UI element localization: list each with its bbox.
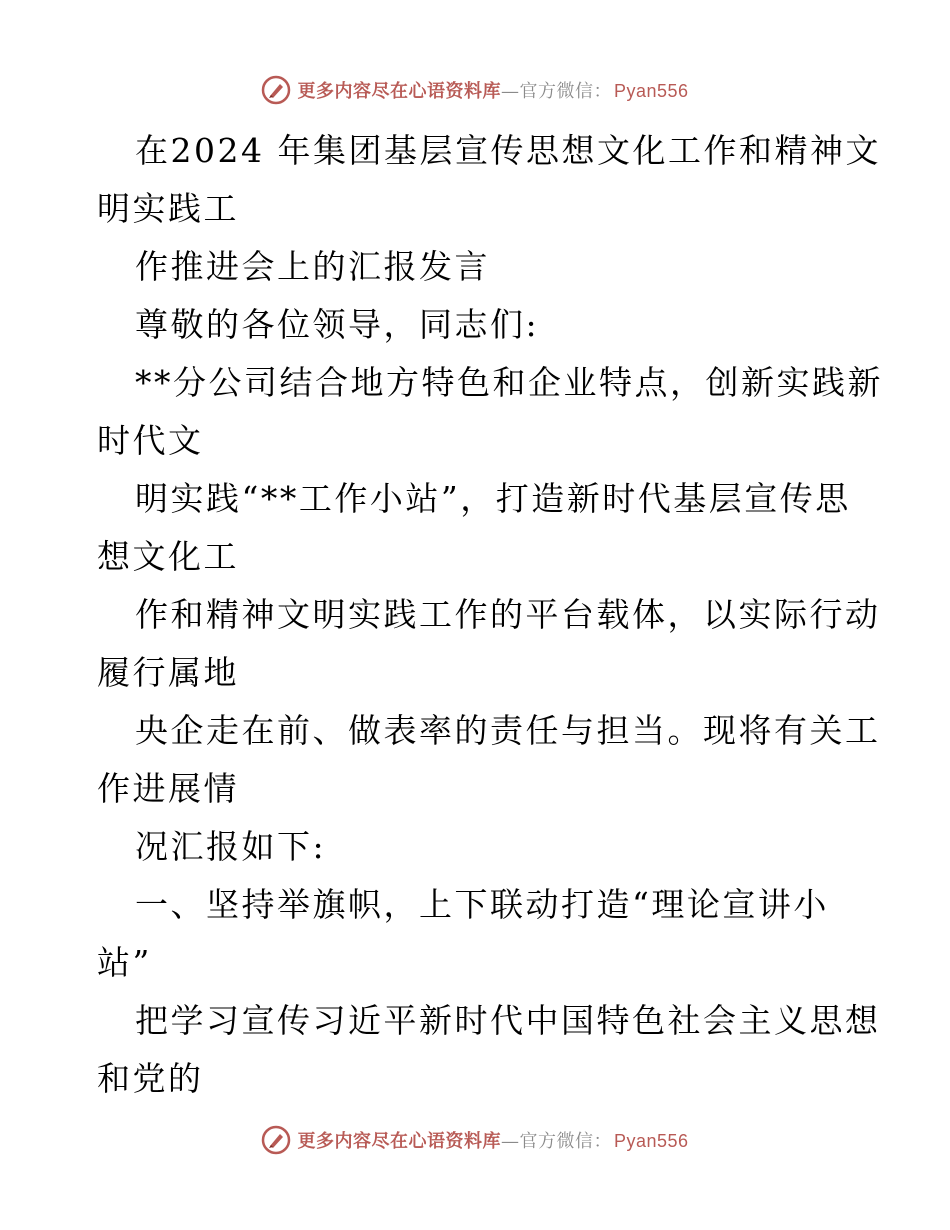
watermark-text: 更多内容尽在心语资料库—官方微信： Pyan556 <box>297 1131 689 1152</box>
body-line: 在2024 年集团基层宣传思想文化工作和精神文 <box>135 131 881 170</box>
body-line: 作和精神文明实践工作的平台载体，以实际行动 <box>135 595 881 634</box>
body-line: 作推进会上的汇报发言 <box>135 247 490 286</box>
body-line: 明实践“**工作小站”，打造新时代基层宣传思 <box>135 479 851 518</box>
body-line: 履行属地 <box>97 653 239 692</box>
footer-watermark <box>0 1120 950 1160</box>
body-line: 央企走在前、做表率的责任与担当。现将有关工 <box>135 711 881 750</box>
body-line: 况汇报如下: <box>135 827 327 866</box>
pen-logo-icon <box>261 75 291 105</box>
body-line: 把学习宣传习近平新时代中国特色社会主义思想 <box>135 1001 881 1040</box>
body-line: **分公司结合地方特色和企业特点，创新实践新 <box>135 363 883 402</box>
body-line: 时代文 <box>97 421 204 460</box>
header-watermark <box>0 70 950 110</box>
pen-logo-icon <box>261 1125 291 1155</box>
body-line: 和党的 <box>97 1059 204 1098</box>
body-line: 想文化工 <box>97 537 239 576</box>
body-line: 站” <box>97 943 152 982</box>
document-body <box>97 122 883 1108</box>
section-heading: 一、坚持举旗帜，上下联动打造“理论宣讲小 <box>135 885 829 924</box>
body-line: 作进展情 <box>97 769 239 808</box>
body-line: 尊敬的各位领导，同志们: <box>135 305 540 344</box>
watermark-text: 更多内容尽在心语资料库—官方微信： Pyan556 <box>297 81 689 102</box>
body-line: 明实践工 <box>97 189 239 228</box>
